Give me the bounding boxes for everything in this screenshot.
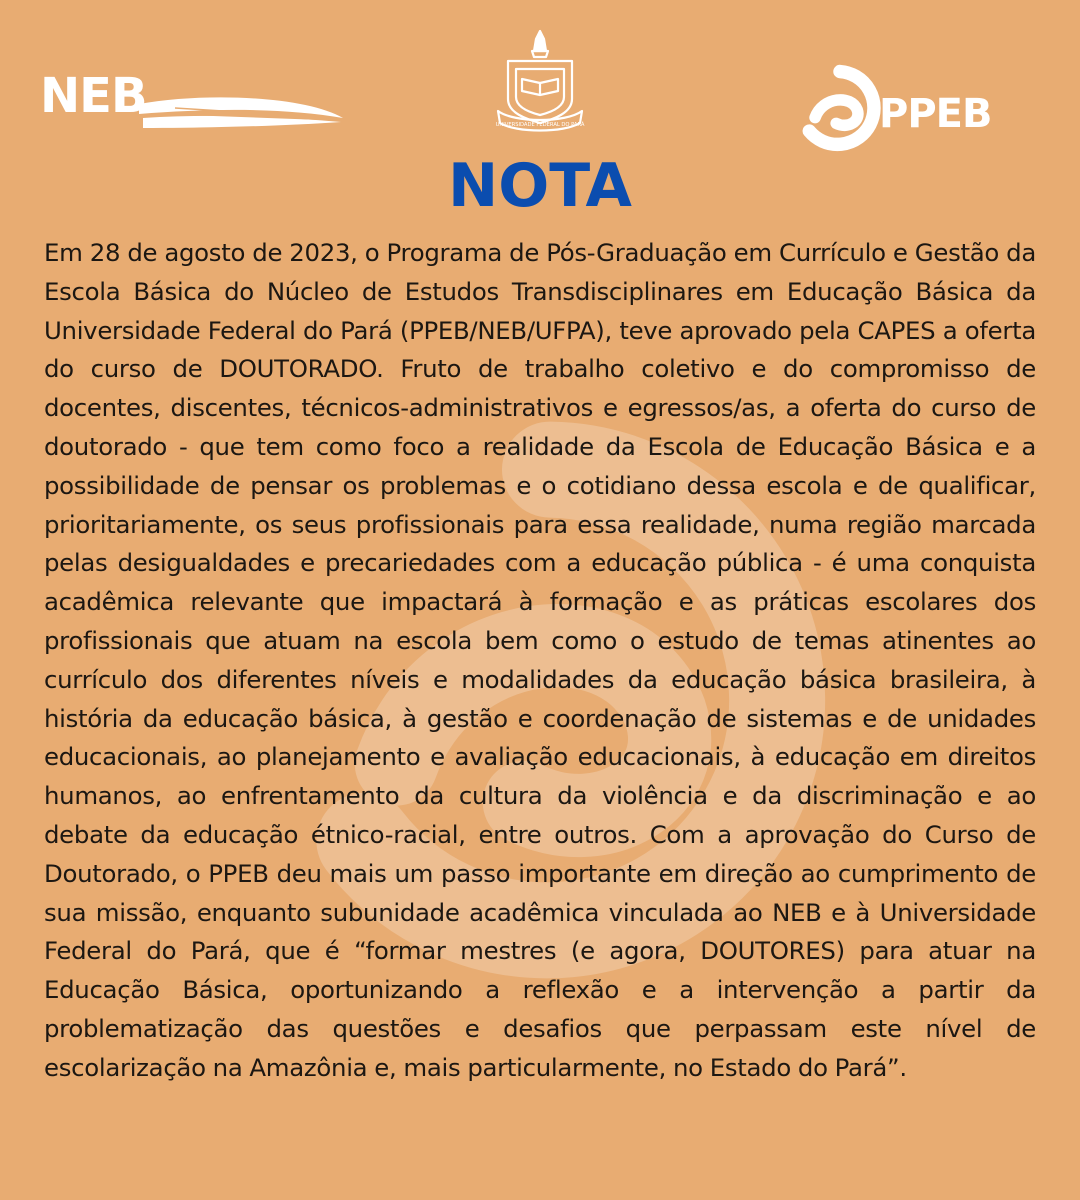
ppeb-logo-text: PPEB	[879, 91, 992, 137]
ppeb-logo	[792, 60, 1022, 156]
ufpa-crest-icon	[494, 27, 586, 137]
neb-logo	[40, 70, 310, 140]
ppeb-emblem-icon	[792, 60, 888, 156]
crest-text: UNIVERSIDADE FEDERAL DO PARÁ	[495, 122, 585, 128]
neb-swoosh-icon	[135, 88, 347, 134]
header	[0, 0, 1080, 150]
neb-logo-text: NEB	[40, 68, 147, 124]
page-title: NOTA	[448, 151, 632, 221]
note-body: Em 28 de agosto de 2023, o Programa de Pós-Graduação em Currículo e Gestão da Escola Básica do Núcleo de Estudos Transdisciplinares em Educação Básica da Universidade Federal do Pará (PPEB/NEB/UFPA), teve aprovado pela CAPES a oferta do curso de DOUTORADO. Fruto de trabalho coletivo e do compromisso de docentes, discentes, técnicos-administrativos e egressos/as, a oferta do curso de doutorado - que tem como foco a realidade da Escola de Educação Básica e a possibilidade de pensar os problemas e o cotidiano dessa escola e de qualificar, prioritariamente, os seus profissionais para essa realidade, numa região marcada pelas desigualdades e precariedades com a educação pública - é uma conquista acadêmica relevante que impactará à formação e as práticas escolares dos profissionais que atuam na escola bem como o estudo de temas atinentes ao currículo dos diferentes níveis e modalidades da educação básica brasileira, à história da educação básica, à gestão e coordenação de sistemas e de unidades educacionais, ao planejamento e avaliação educacionais, à educação em direitos humanos, ao enfrentamento da cultura da violência e da discriminação e ao debate da educação étnico-racial, entre outros. Com a aprovação do Curso de Doutorado, o PPEB deu mais um passo importante em direção ao cumprimento de sua missão, enquanto subunidade acadêmica vinculada ao NEB e à Universidade Federal do Pará, que é “formar mestres (e agora, DOUTORES) para atuar na Educação Básica, oportunizando a reflexão e a intervenção a partir da problematização das questões e desafios que perpassam este nível de escolarização na Amazônia e, mais particularmente, no Estado do Pará”.	[44, 238, 1036, 1082]
